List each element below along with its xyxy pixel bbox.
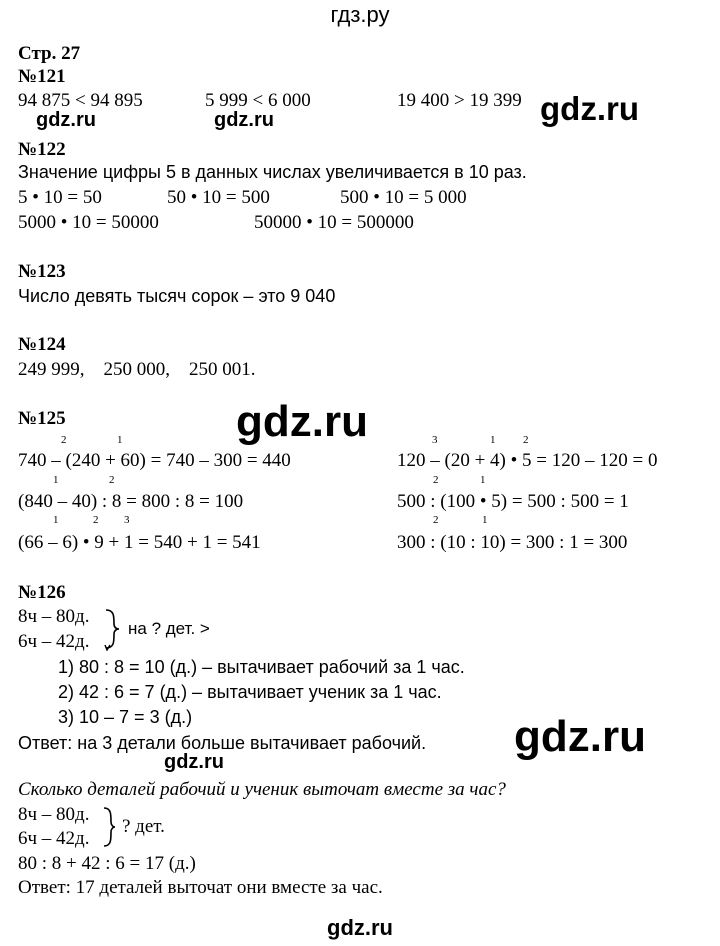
watermark: gdz.ru (327, 915, 393, 940)
task-121-title: №121 (18, 66, 66, 87)
task-126-data-1: 8ч – 80д. (18, 606, 90, 627)
task-123-text: Число девять тысяч сорок – это 9 040 (18, 286, 336, 306)
action-order: 2 (523, 434, 529, 446)
task-126-data-2: 6ч – 42д. (18, 631, 90, 652)
task-121-compare-1: 94 875 < 94 895 (18, 90, 143, 111)
page-label: Стр. 27 (18, 43, 81, 64)
watermark: gdz.ru (164, 751, 224, 773)
task-125-expr-6: 300 : (10 : 10) = 300 : 1 = 300 (397, 532, 628, 553)
action-order: 1 (480, 474, 486, 486)
curly-bracket-icon (102, 607, 122, 651)
task-126-data-3: 8ч – 80д. (18, 804, 90, 825)
site-header: гдз.ру (330, 2, 390, 27)
task-123-title: №123 (18, 261, 66, 282)
action-order: 1 (53, 474, 59, 486)
action-order: 3 (124, 514, 130, 526)
task-126-data-4: 6ч – 42д. (18, 828, 90, 849)
task-126-calc: 80 : 8 + 42 : 6 = 17 (д.) (18, 853, 196, 874)
action-order: 1 (482, 514, 488, 526)
watermark: gdz.ru (514, 712, 646, 761)
action-order: 2 (109, 474, 115, 486)
task-122-eq: 5000 • 10 = 50000 (18, 212, 159, 233)
task-122-eq: 500 • 10 = 5 000 (340, 187, 467, 208)
action-order: 2 (61, 434, 67, 446)
task-125-expr-1: 740 – (240 + 60) = 740 – 300 = 440 (18, 450, 291, 471)
task-121-compare-3: 19 400 > 19 399 (397, 90, 522, 111)
action-order: 1 (53, 514, 59, 526)
action-order: 1 (490, 434, 496, 446)
action-order: 2 (433, 514, 439, 526)
task-124-title: №124 (18, 334, 66, 355)
task-125-expr-5: 500 : (100 • 5) = 500 : 500 = 1 (397, 491, 629, 512)
task-126-answer-2: Ответ: 17 деталей выточат они вместе за час. (18, 877, 383, 898)
task-125-expr-2: (840 – 40) : 8 = 800 : 8 = 100 (18, 491, 244, 512)
watermark: gdz.ru (36, 109, 96, 131)
action-order: 3 (432, 434, 438, 446)
task-126-extra-question: Сколько деталей рабочий и ученик выточат вместе за час? (18, 779, 506, 800)
action-order: 2 (433, 474, 439, 486)
task-121-compare-2: 5 999 < 6 000 (205, 90, 311, 111)
task-122-eq: 50000 • 10 = 500000 (254, 212, 414, 233)
task-126-step-1: 1) 80 : 8 = 10 (д.) – вытачивает рабочий за 1 час. (58, 657, 465, 677)
task-126-step-3: 3) 10 – 7 = 3 (д.) (58, 707, 193, 727)
task-125-expr-3: (66 – 6) • 9 + 1 = 540 + 1 = 541 (18, 532, 261, 553)
task-126-title: №126 (18, 582, 66, 603)
task-122-eq: 50 • 10 = 500 (167, 187, 270, 208)
task-122-eq: 5 • 10 = 50 (18, 187, 102, 208)
watermark: gdz.ru (236, 397, 368, 446)
task-126-step-2: 2) 42 : 6 = 7 (д.) – вытачивает ученик за 1 час. (58, 682, 442, 702)
task-124-text: 249 999, 250 000, 250 001. (18, 359, 256, 380)
watermark: gdz.ru (540, 90, 639, 127)
task-126-question: на ? дет. > (128, 619, 210, 638)
action-order: 2 (93, 514, 99, 526)
task-126-answer: Ответ: на 3 детали больше вытачивает рабочий. (18, 733, 427, 753)
task-125-title: №125 (18, 408, 66, 429)
task-122-title: №122 (18, 139, 66, 160)
curly-bracket-icon (101, 805, 117, 849)
task-125-expr-4: 120 – (20 + 4) • 5 = 120 – 120 = 0 (397, 450, 658, 471)
watermark: gdz.ru (214, 109, 274, 131)
action-order: 1 (117, 434, 123, 446)
task-126-question-2: ? дет. (122, 816, 165, 837)
task-122-text: Значение цифры 5 в данных числах увеличивается в 10 раз. (18, 162, 527, 182)
